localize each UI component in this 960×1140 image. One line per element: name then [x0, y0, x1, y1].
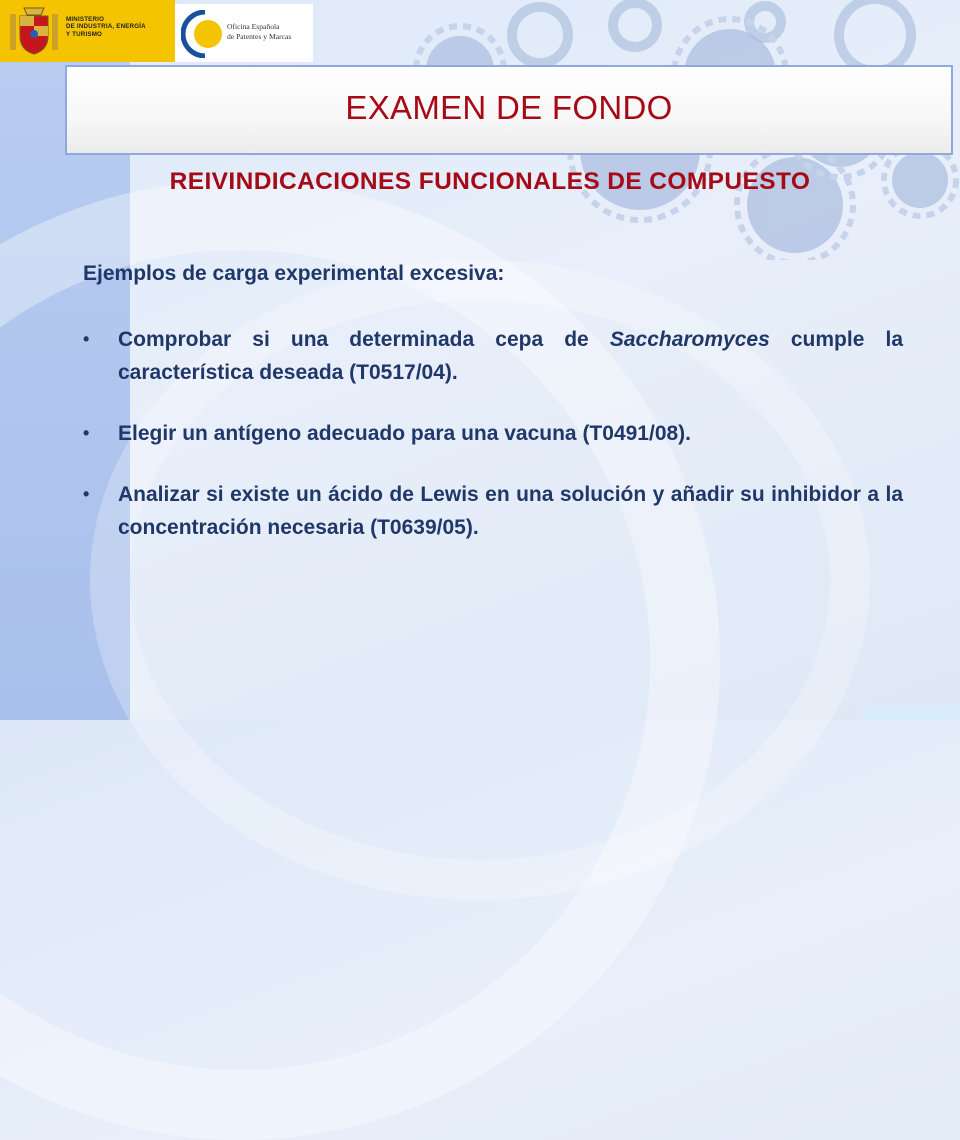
- bullet-text-part: Comprobar si una determinada cepa de: [118, 328, 610, 351]
- oepm-logo: [175, 4, 313, 62]
- title-box: [65, 65, 953, 155]
- oepm-name: [227, 22, 311, 42]
- ministry-line-1: MINISTERIO: [66, 16, 105, 23]
- bullet-text: [118, 323, 903, 389]
- bullet-text-italic: Saccharomyces: [609, 328, 770, 351]
- bullet-text-part: cumple la característica deseada (T0517/04).: [118, 328, 903, 384]
- slide-subtitle: REIVINDICACIONES FUNCIONALES DE COMPUESTO: [169, 168, 811, 195]
- bullet-icon: •: [83, 329, 90, 349]
- intro-text: Ejemplos de carga experimental excesiva:: [83, 262, 505, 285]
- bullet-item: [83, 478, 903, 544]
- bullet-icon: •: [83, 423, 90, 443]
- ministry-name: [66, 16, 172, 38]
- ministry-logo: [0, 0, 175, 62]
- ministry-line-2: DE INDUSTRIA, ENERGÍA: [66, 23, 146, 31]
- bullet-item: [83, 323, 903, 389]
- ministry-line-3: Y TURISMO: [66, 30, 103, 38]
- bullet-text-part: Analizar si existe un ácido de Lewis en una solución y añadir su inhibidor a la concentración necesaria (T0639/05).: [118, 483, 903, 539]
- bullet-text-part: Elegir un antígeno adecuado para una vacuna (T0491/08).: [118, 422, 691, 445]
- corner-decoration: [862, 706, 960, 720]
- bullet-icon: •: [83, 484, 90, 504]
- slide-title: EXAMEN DE FONDO: [345, 89, 673, 126]
- coat-of-arms-icon: [6, 4, 62, 58]
- bullet-item: [83, 417, 903, 450]
- header-bar: [0, 0, 960, 64]
- bullet-text: [118, 417, 903, 450]
- oepm-line-1: Oficina Española: [227, 22, 280, 31]
- bullet-text: [118, 478, 903, 544]
- oepm-logo-icon: [181, 10, 229, 58]
- oepm-line-2: de Patentes y Marcas: [227, 32, 292, 41]
- slide-content: [83, 262, 903, 572]
